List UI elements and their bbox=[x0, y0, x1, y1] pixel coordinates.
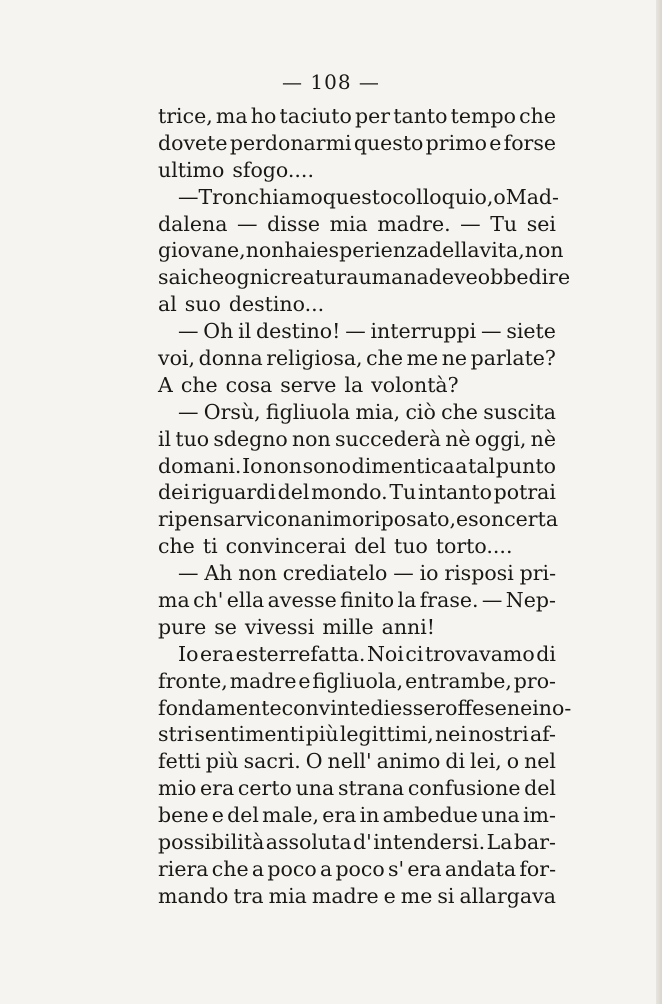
text-line: dalena — disse mia madre. — Tu sei bbox=[158, 211, 556, 236]
page-edge bbox=[656, 0, 662, 1004]
text-line: — Orsù, figliuola mia, ciò che suscita bbox=[178, 399, 556, 424]
page-number: — 108 — bbox=[282, 70, 380, 94]
text-line: ma ch' ella avesse finito la frase. — Nep- bbox=[158, 588, 556, 613]
text-line: Io era esterrefatta. Noi ci trovavamo di bbox=[178, 641, 556, 666]
text-line: il tuo sdegno non succederà nè oggi, nè bbox=[158, 426, 556, 451]
text-line: trice, ma ho taciuto per tanto tempo che bbox=[158, 104, 556, 128]
text-line: ripensarvi con animo riposato, e son certa bbox=[158, 507, 559, 532]
text-line: riera che a poco a poco s' era andata for- bbox=[158, 856, 556, 881]
text-line: A che cosa serve la volontà? bbox=[158, 372, 459, 397]
text-line: pure se vivessi mille anni! bbox=[158, 614, 436, 639]
text-line: fronte, madre e figliuola, entrambe, pro- bbox=[158, 668, 556, 693]
text-line: fondamente convinte di esser offese nei no- bbox=[158, 695, 572, 720]
text-line: mio era certo una strana confusione del bbox=[158, 776, 556, 801]
text-line: sai che ogni creatura umana deve obbedire bbox=[158, 265, 571, 290]
text-line: mando tra mia madre e me si allargava bbox=[158, 883, 556, 908]
text-line: che ti convincerai del tuo torto.... bbox=[158, 534, 513, 559]
text-line: dei riguardi del mondo. Tu intanto potrai bbox=[158, 480, 556, 505]
body-text bbox=[158, 103, 572, 910]
text-line: ultimo sfogo.... bbox=[158, 157, 314, 182]
text-line: domani. Io non sono dimentica a tal punto bbox=[158, 453, 556, 478]
text-line: — Oh il destino! — interruppi — siete bbox=[178, 319, 556, 344]
text-line: dovete perdonarmi questo primo e forse bbox=[158, 130, 556, 155]
text-line: al suo destino... bbox=[158, 292, 325, 317]
text-line: bene e del male, era in ambedue una im- bbox=[158, 803, 556, 828]
text-line: possibilità assoluta d' intendersi. La bar- bbox=[158, 830, 556, 855]
text-line: — Ah non crediatelo — io risposi pri- bbox=[178, 561, 556, 586]
text-line: giovane, non hai esperienza della vita, non bbox=[158, 238, 564, 263]
text-line: — Tronchiamo questo colloquio, o Mad- bbox=[178, 184, 559, 209]
text-line: stri sentimenti più legittimi, nei nostri af- bbox=[158, 722, 556, 747]
text-line: fetti più sacri. O nell' animo di lei, o nel bbox=[158, 749, 556, 774]
text-line: voi, donna religiosa, che me ne parlate? bbox=[158, 346, 556, 371]
